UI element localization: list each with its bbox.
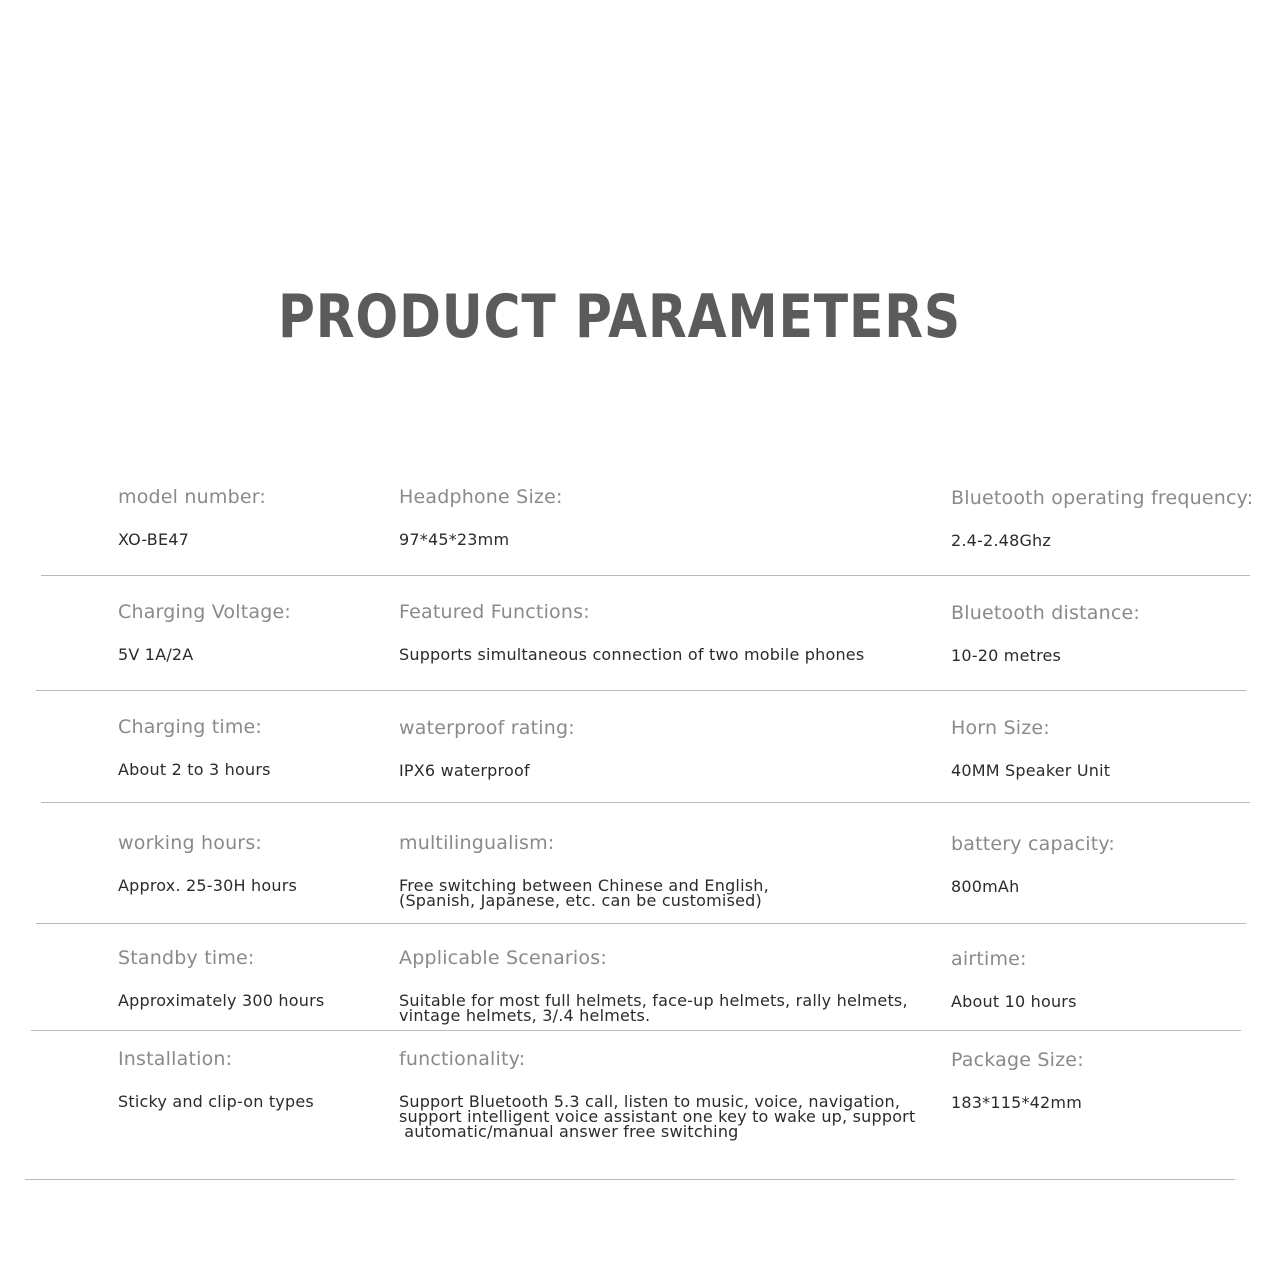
param-label: Bluetooth distance:: [951, 602, 1140, 624]
row-divider: [31, 1030, 1241, 1031]
param-label: Featured Functions:: [399, 601, 590, 623]
param-value: 2.4-2.48Ghz: [951, 531, 1051, 550]
param-value: 800mAh: [951, 877, 1020, 896]
param-value: 97*45*23mm: [399, 530, 510, 549]
param-label: Charging time:: [118, 716, 263, 738]
param-label: functionality:: [399, 1048, 526, 1070]
param-value: XO-BE47: [118, 530, 190, 549]
param-label: battery capacity:: [951, 833, 1116, 855]
row-divider: [25, 1179, 1235, 1180]
param-value: Support Bluetooth 5.3 call, listen to music, voice, navigation,: [399, 1092, 901, 1111]
param-label: Installation:: [118, 1048, 233, 1070]
param-label: Standby time:: [118, 947, 255, 969]
param-value: Approx. 25-30H hours: [118, 876, 298, 895]
param-value: 5V 1A/2A: [118, 645, 194, 664]
param-value: Suitable for most full helmets, face-up helmets, rally helmets,: [399, 991, 908, 1010]
param-value: 40MM Speaker Unit: [951, 761, 1111, 780]
row-divider: [41, 575, 1250, 576]
param-label: waterproof rating:: [399, 717, 575, 739]
row-divider: [36, 923, 1246, 924]
param-value: Sticky and clip-on types: [118, 1092, 314, 1111]
param-value: Approximately 300 hours: [118, 991, 325, 1010]
param-value: automatic/manual answer free switching: [399, 1122, 739, 1141]
param-value: vintage helmets, 3/.4 helmets.: [399, 1006, 651, 1025]
param-value: Supports simultaneous connection of two mobile phones: [399, 645, 865, 664]
param-label: airtime:: [951, 948, 1027, 970]
row-divider: [41, 802, 1250, 803]
param-value: About 10 hours: [951, 992, 1077, 1011]
param-value: support intelligent voice assistant one key to wake up, support: [399, 1107, 916, 1126]
param-value: 10-20 metres: [951, 646, 1062, 665]
param-value: (Spanish, Japanese, etc. can be customised): [399, 891, 762, 910]
param-label: Package Size:: [951, 1049, 1084, 1071]
param-value: IPX6 waterproof: [399, 761, 530, 780]
param-value: About 2 to 3 hours: [118, 760, 271, 779]
param-label: working hours:: [118, 832, 263, 854]
row-divider: [36, 690, 1246, 691]
param-label: model number:: [118, 486, 267, 508]
page-title: PRODUCT PARAMETERS: [278, 282, 962, 352]
param-value: 183*115*42mm: [951, 1093, 1083, 1112]
param-label: multilingualism:: [399, 832, 555, 854]
param-label: Headphone Size:: [399, 486, 563, 508]
param-label: Charging Voltage:: [118, 601, 291, 623]
param-value: Free switching between Chinese and English,: [399, 876, 769, 895]
param-label: Horn Size:: [951, 717, 1050, 739]
param-label: Applicable Scenarios:: [399, 947, 607, 969]
param-label: Bluetooth operating frequency:: [951, 487, 1254, 509]
